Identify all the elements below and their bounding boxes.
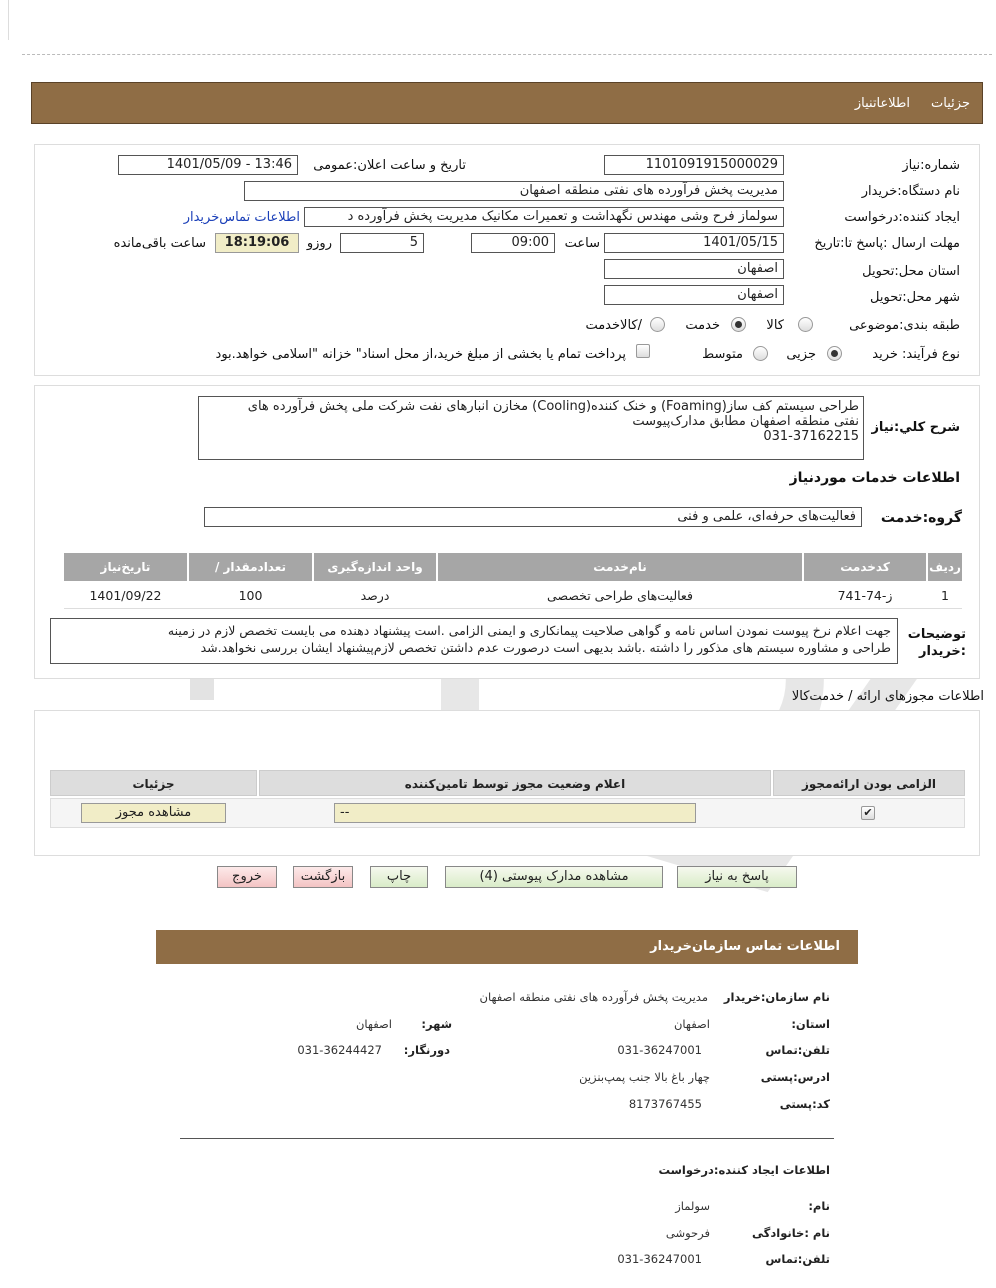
cell-service-code: ز-74-741 [837, 588, 893, 603]
creator-field[interactable]: سولماز فرح وشی مهندس نگهداشت و تعمیرات مکانیک مدیریت پخش فرآورده د [304, 207, 784, 227]
postal-value: 8173767455 [628, 1097, 702, 1111]
exit-button[interactable]: خروج [217, 866, 277, 888]
buyer-contact-link[interactable]: اطلاعات تماس‌خریدار [183, 210, 300, 225]
creator-phone-value: 031-36247001 [617, 1252, 702, 1266]
category-goods-radio[interactable] [798, 317, 813, 332]
contact-header-bar [156, 930, 858, 964]
col-quantity: / تعدادمقدار [189, 553, 312, 581]
city-contact-value: اصفهان [355, 1017, 392, 1031]
services-title: اطلاعات خدمات موردنیاز [789, 470, 960, 486]
process-medium-radio[interactable] [753, 346, 768, 361]
print-button[interactable]: چاپ [370, 866, 428, 888]
col-service-code: کدخدمت [804, 553, 926, 581]
top-dotted-divider [22, 54, 992, 55]
service-group-label: گروه:خدمت [880, 510, 962, 526]
tab-need-info[interactable]: اطلاعاتنیاز [854, 96, 910, 111]
name-label: نام: [808, 1199, 830, 1213]
phone-label: تلفن:تماس [765, 1043, 830, 1057]
permit-status-field[interactable]: -- [334, 803, 696, 823]
category-both-radio[interactable] [650, 317, 665, 332]
col-permit-required: الزامی بودن ارائه‌مجوز [773, 770, 965, 796]
province-contact-label: استان: [791, 1017, 830, 1031]
days-label: روزو [306, 236, 332, 251]
header-bar [31, 82, 983, 124]
category-service-radio[interactable] [731, 317, 746, 332]
back-button[interactable]: بازگشت [293, 866, 353, 888]
creator-label: ایجاد کننده:درخواست [844, 210, 960, 225]
org-value: مدیریت پخش فرآورده های نفتی منطقه اصفهان [479, 990, 708, 1004]
name-value: سولماز [675, 1199, 710, 1213]
process-partial-radio[interactable] [827, 346, 842, 361]
left-divider [8, 0, 9, 40]
deadline-label: مهلت ارسال :پاسخ تا:تاریخ [814, 236, 960, 251]
province-label: استان محل:تحویل [862, 264, 960, 279]
buyer-notes-label: توضیحات [907, 627, 966, 642]
cell-quantity: 100 [238, 588, 263, 603]
creator-phone-label: تلفن:تماس [765, 1252, 830, 1266]
category-label: طبقه بندی:موضوعی [849, 318, 960, 333]
treasury-payment-checkbox[interactable] [636, 344, 650, 358]
address-value: چهار باغ بالا جنب پمپ‌بنزین [579, 1070, 710, 1084]
col-service-name: نام‌خدمت [438, 553, 802, 581]
contact-title: اطلاعات تماس سازمان‌خریدار [650, 939, 840, 954]
org-label: نام سازمان:خریدار [723, 990, 830, 1004]
service-group-field[interactable]: فعالیت‌های حرفه‌ای، علمی و فنی [204, 507, 862, 527]
process-medium-label: متوسط [702, 347, 743, 362]
buyer-notes-label-2: :خریدار [919, 644, 966, 659]
col-row-no: ردیف [928, 553, 962, 581]
deadline-time-field[interactable]: 09:00 [471, 233, 555, 253]
announce-field[interactable]: 1401/05/09 - 13:46 [118, 155, 298, 175]
summary-line: 031-37162215 [763, 429, 859, 444]
summary-label: شرح کلي:نیاز [871, 420, 960, 435]
buyer-notes-line: طراحی و مشاوره سیستم های مذکور را داشته .باشد بدیهی است درصورت عدم داشتن تخصص لازم‌پیشنهاد ایشان بررسی نخواهد.شد [200, 640, 891, 655]
tab-details[interactable]: جزئیات [931, 96, 970, 111]
view-permit-button[interactable]: مشاهده مجوز [81, 803, 226, 823]
buyer-notes-line: جهت اعلام نرخ پیوست نمودن اساس نامه و گواهی صلاحیت پیمانکاری و ایمنی الزامی .است پیشنهاد دهنده می بایست تخصص لازم در زمینه [167, 623, 891, 638]
category-service-label: خدمت [685, 318, 720, 333]
col-permit-status: اعلام وضعیت مجوز توسط تامین‌کننده [259, 770, 771, 796]
province-contact-value: اصفهان [673, 1017, 710, 1031]
fax-value: 031-36244427 [297, 1043, 382, 1057]
cell-service-name: فعالیت‌های طراحی تخصصی [547, 588, 693, 603]
cell-row-no: 1 [941, 588, 949, 603]
remaining-label: ساعت باقی‌مانده [113, 236, 206, 251]
permit-required-checkbox[interactable]: ✔ [861, 806, 875, 820]
remaining-time-badge: 18:19:06 [215, 233, 299, 253]
process-partial-label: جزیی [786, 347, 816, 362]
category-goods-label: کالا [766, 318, 784, 333]
announce-label: تاریخ و ساعت اعلان:عمومی [313, 158, 466, 173]
col-permit-details: جزئیات [50, 770, 257, 796]
province-field[interactable]: اصفهان [604, 259, 784, 279]
buyer-label: نام دستگاه:خریدار [861, 184, 960, 199]
cell-need-date: 1401/09/22 [89, 588, 162, 603]
need-info-panel [34, 144, 980, 376]
creator-info-title: اطلاعات ایجاد کننده:درخواست [658, 1163, 830, 1177]
category-both-label: /کالاخدمت [585, 318, 642, 333]
family-label: نام :خانوادگی [752, 1226, 830, 1240]
fax-label: دورنگار: [403, 1043, 450, 1057]
family-value: فرحوشی [665, 1226, 710, 1240]
contact-divider [180, 1138, 834, 1139]
buyer-field[interactable]: مدیریت پخش فرآورده های نفتی منطقه اصفهان [244, 181, 784, 201]
address-label: ادرس:پستی [760, 1070, 830, 1084]
process-label: نوع فرآیند: خرید [872, 347, 960, 362]
need-no-label: شماره:نیاز [902, 158, 960, 173]
need-no-field[interactable]: 1101091915000029 [604, 155, 784, 175]
summary-line: نفتی منطقه اصفهان مطابق مدارک‌پیوست [632, 414, 859, 429]
view-attachments-button[interactable]: مشاهده مدارک پیوستی (4) [445, 866, 663, 888]
postal-label: کد:پستی [779, 1097, 830, 1111]
buyer-notes-textbox[interactable] [50, 618, 898, 664]
cell-unit: درصد [360, 588, 390, 603]
phone-value: 031-36247001 [617, 1043, 702, 1057]
city-contact-label: شهر: [421, 1017, 452, 1031]
deadline-date-field[interactable]: 1401/05/15 [604, 233, 784, 253]
permits-title: اطلاعات مجوزهای ارائه / خدمت‌کالا [791, 689, 984, 704]
city-field[interactable]: اصفهان [604, 285, 784, 305]
col-need-date: تاریخ‌نیاز [64, 553, 187, 581]
treasury-payment-note: پرداخت تمام یا بخشی از مبلغ خرید،از محل اسناد" خزانه "اسلامی خواهد.بود [215, 347, 626, 362]
reply-button[interactable]: پاسخ به نیاز [677, 866, 797, 888]
summary-textbox[interactable] [198, 396, 864, 460]
days-field[interactable]: 5 [340, 233, 424, 253]
summary-line: طراحی سیستم کف ساز(Foaming) و خنک کننده(Cooling) مخازن انبارهای نفت شرکت ملی پخش فرآورده های [247, 399, 859, 414]
col-unit: واحد اندازه‌گیری [314, 553, 436, 581]
deadline-time-label: ساعت [564, 236, 600, 251]
city-label: شهر محل:تحویل [870, 290, 960, 305]
